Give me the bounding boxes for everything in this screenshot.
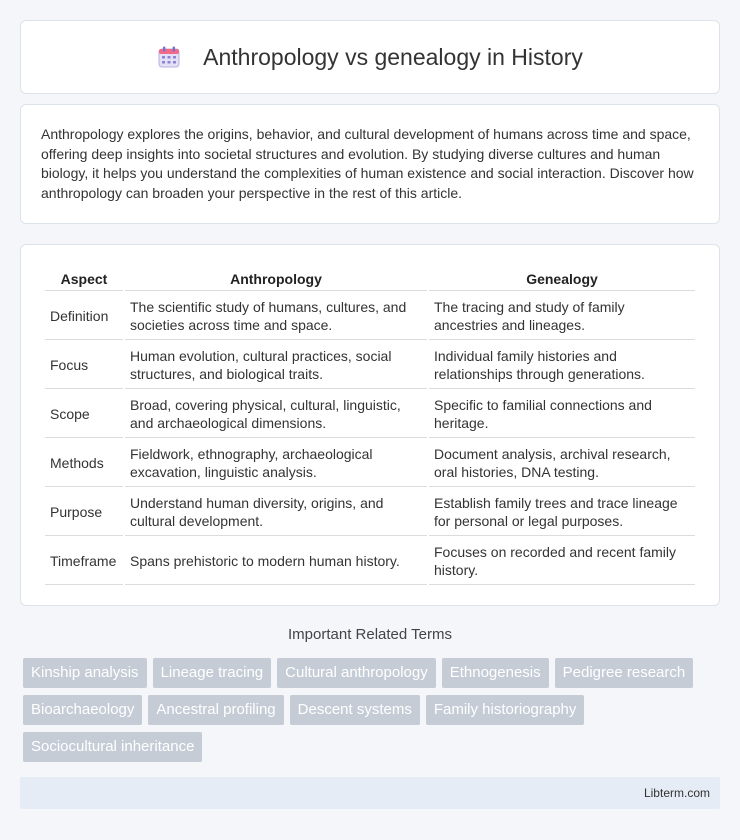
table-cell: Purpose xyxy=(45,489,123,536)
footer xyxy=(20,777,720,809)
related-terms-list xyxy=(23,658,713,769)
header-card xyxy=(20,20,720,94)
table-cell: Scope xyxy=(45,391,123,438)
table-cell: The tracing and study of family ancestries and lineages. xyxy=(429,293,695,340)
related-term-tag[interactable]: Lineage tracing xyxy=(153,658,272,688)
table-row xyxy=(45,342,695,389)
related-term-tag[interactable]: Ethnogenesis xyxy=(442,658,549,688)
table-row xyxy=(45,293,695,340)
table-cell: Understand human diversity, origins, and cultural development. xyxy=(125,489,427,536)
table-cell: Establish family trees and trace lineage for personal or legal purposes. xyxy=(429,489,695,536)
comparison-table-card xyxy=(20,244,720,606)
table-row xyxy=(45,391,695,438)
related-term-tag[interactable]: Sociocultural inheritance xyxy=(23,732,202,762)
related-term-tag[interactable]: Ancestral profiling xyxy=(148,695,283,725)
column-header-anthropology: Anthropology xyxy=(125,267,427,291)
table-cell: Timeframe xyxy=(45,538,123,585)
footer-site-link[interactable]: Libterm.com xyxy=(643,786,710,800)
table-cell: Spans prehistoric to modern human history. xyxy=(125,538,427,585)
table-row xyxy=(45,538,695,585)
page-title: Anthropology vs genealogy in History xyxy=(203,43,583,70)
table-cell: Methods xyxy=(45,440,123,487)
related-term-tag[interactable]: Cultural anthropology xyxy=(277,658,436,688)
table-cell: Specific to familial connections and heritage. xyxy=(429,391,695,438)
table-cell: Fieldwork, ethnography, archaeological excavation, linguistic analysis. xyxy=(125,440,427,487)
table-cell: Broad, covering physical, cultural, linguistic, and archaeological dimensions. xyxy=(125,391,427,438)
comparison-table xyxy=(43,265,697,587)
table-row xyxy=(45,489,695,536)
table-cell: Individual family histories and relationships through generations. xyxy=(429,342,695,389)
table-cell: Focus xyxy=(45,342,123,389)
table-cell: Human evolution, cultural practices, social structures, and biological traits. xyxy=(125,342,427,389)
column-header-genealogy: Genealogy xyxy=(429,267,695,291)
intro-text: Anthropology explores the origins, behavior, and cultural development of humans across time and space, offering deep insights into societal structures and evolution. By studying diverse cultures and human biology, it helps you understand the complexities of human existence and social interaction. Discover how anthropology can broaden your perspective in the rest of this article. xyxy=(41,126,694,201)
related-term-tag[interactable]: Family historiography xyxy=(426,695,585,725)
related-terms-title: Important Related Terms xyxy=(288,626,452,643)
related-term-tag[interactable]: Kinship analysis xyxy=(23,658,147,688)
calendar-icon xyxy=(157,45,181,69)
table-cell: The scientific study of humans, cultures, and societies across time and space. xyxy=(125,293,427,340)
column-header-aspect: Aspect xyxy=(45,267,123,291)
table-cell: Definition xyxy=(45,293,123,340)
related-term-tag[interactable]: Descent systems xyxy=(290,695,420,725)
intro-card xyxy=(20,104,720,224)
table-header-row xyxy=(45,267,695,291)
table-cell: Document analysis, archival research, oral histories, DNA testing. xyxy=(429,440,695,487)
table-row xyxy=(45,440,695,487)
related-term-tag[interactable]: Bioarchaeology xyxy=(23,695,142,725)
related-term-tag[interactable]: Pedigree research xyxy=(555,658,694,688)
table-cell: Focuses on recorded and recent family history. xyxy=(429,538,695,585)
